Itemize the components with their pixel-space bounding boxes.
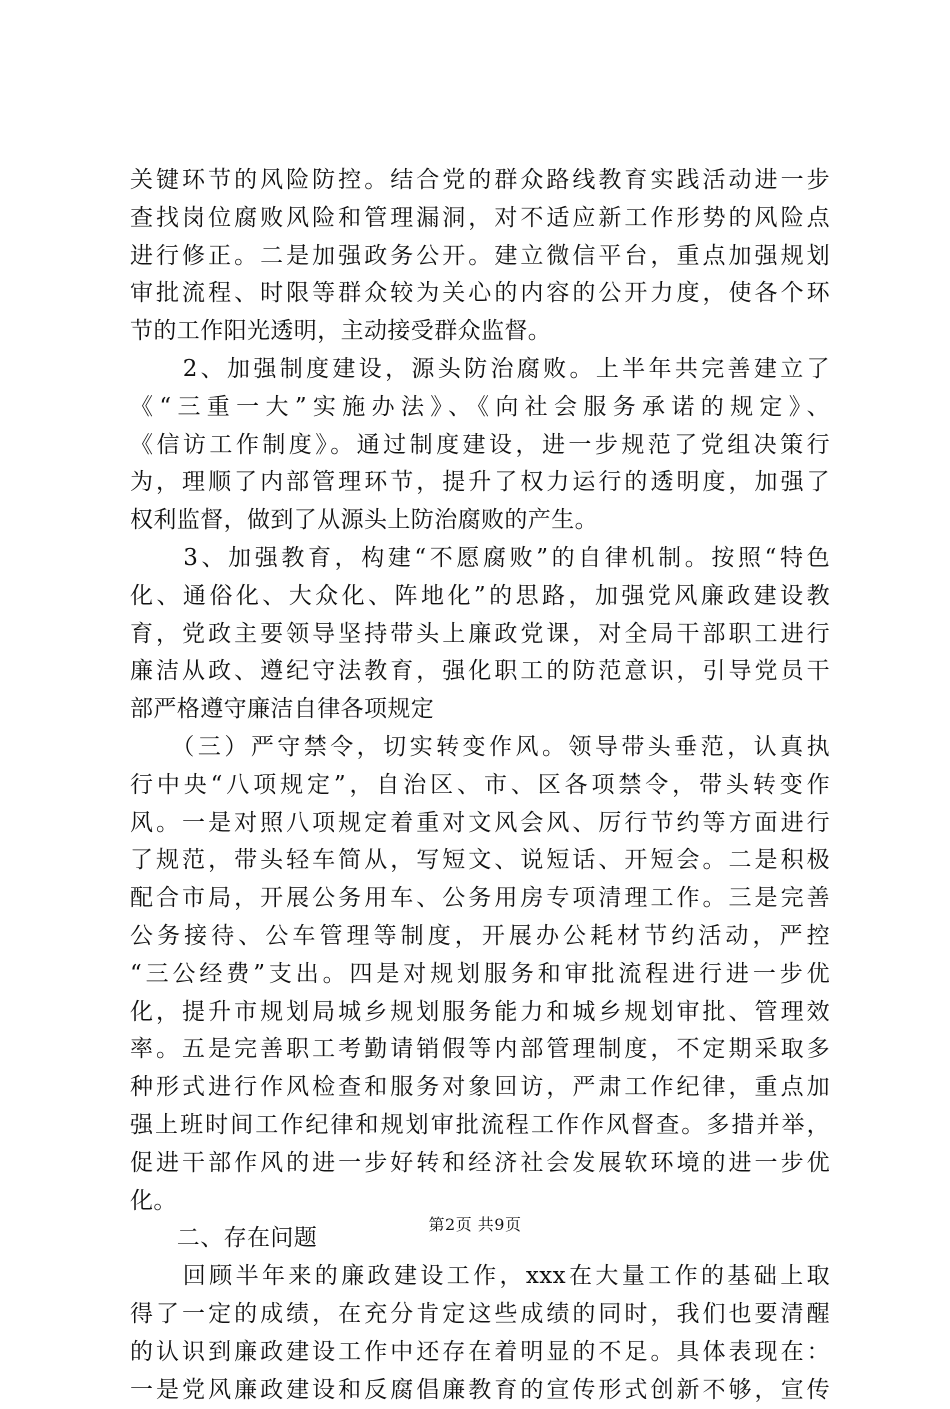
text-line: 二、存在问题 bbox=[130, 1220, 830, 1258]
text-line: 行中央“八项规定”，自治区、市、区各项禁令，带头转变作 bbox=[130, 767, 830, 805]
text-line: 促进干部作风的进一步好转和经济社会发展软环境的进一步优 bbox=[130, 1145, 830, 1183]
text-line: 的认识到廉政建设工作中还存在着明显的不足。具体表现在： bbox=[130, 1334, 830, 1372]
text-line: 强上班时间工作纪律和规划审批流程工作作风督查。多措并举， bbox=[130, 1107, 830, 1145]
text-line: 《“三重一大”实施办法》、《向社会服务承诺的规定》、 bbox=[130, 389, 830, 427]
text-line: 关键环节的风险防控。结合党的群众路线教育实践活动进一步 bbox=[130, 162, 830, 200]
text-line: 公务接待、公车管理等制度，开展办公耗材节约活动，严控 bbox=[130, 918, 830, 956]
text-line: 审批流程、时限等群众较为关心的内容的公开力度，使各个环 bbox=[130, 275, 830, 313]
text-line: 配合市局，开展公务用车、公务用房专项清理工作。三是完善 bbox=[130, 880, 830, 918]
text-line: 风。一是对照八项规定着重对文风会风、厉行节约等方面进行 bbox=[130, 805, 830, 843]
text-line: 化、通俗化、大众化、阵地化”的思路，加强党风廉政建设教 bbox=[130, 578, 830, 616]
text-line: 化。 bbox=[130, 1183, 830, 1221]
text-line: 部严格遵守廉洁自律各项规定 bbox=[130, 691, 830, 729]
text-line: 节的工作阳光透明，主动接受群众监督。 bbox=[130, 313, 830, 351]
text-line: 化，提升市规划局城乡规划服务能力和城乡规划审批、管理效 bbox=[130, 994, 830, 1032]
text-line: 种形式进行作风检查和服务对象回访，严肃工作纪律，重点加 bbox=[130, 1069, 830, 1107]
text-line: 率。五是完善职工考勤请销假等内部管理制度，不定期采取多 bbox=[130, 1031, 830, 1069]
text-line: 廉洁从政、遵纪守法教育，强化职工的防范意识，引导党员干 bbox=[130, 653, 830, 691]
text-line: 回顾半年来的廉政建设工作，xxx在大量工作的基础上取 bbox=[130, 1258, 830, 1296]
text-line: 得了一定的成绩，在充分肯定这些成绩的同时，我们也要清醒 bbox=[130, 1296, 830, 1334]
text-line: 为，理顺了内部管理环节，提升了权力运行的透明度，加强了 bbox=[130, 464, 830, 502]
text-line: 一是党风廉政建设和反腐倡廉教育的宣传形式创新不够，宣传 bbox=[130, 1372, 830, 1409]
page-footer: 第2页 共9页 bbox=[0, 1214, 950, 1236]
text-line: 育，党政主要领导坚持带头上廉政党课，对全局干部职工进行 bbox=[130, 616, 830, 654]
text-line: 了规范，带头轻车简从，写短文、说短话、开短会。二是积极 bbox=[130, 842, 830, 880]
text-line: 3、加强教育，构建“不愿腐败”的自律机制。按照“特色 bbox=[130, 540, 830, 578]
text-line: （三）严守禁令，切实转变作风。领导带头垂范，认真执 bbox=[130, 729, 830, 767]
text-line: 权利监督，做到了从源头上防治腐败的产生。 bbox=[130, 502, 830, 540]
text-line: 2、加强制度建设，源头防治腐败。上半年共完善建立了 bbox=[130, 351, 830, 389]
text-line: 《信访工作制度》。通过制度建设，进一步规范了党组决策行 bbox=[130, 427, 830, 465]
text-line: “三公经费”支出。四是对规划服务和审批流程进行进一步优 bbox=[130, 956, 830, 994]
text-line: 查找岗位腐败风险和管理漏洞，对不适应新工作形势的风险点 bbox=[130, 200, 830, 238]
text-line: 进行修正。二是加强政务公开。建立微信平台，重点加强规划 bbox=[130, 238, 830, 276]
